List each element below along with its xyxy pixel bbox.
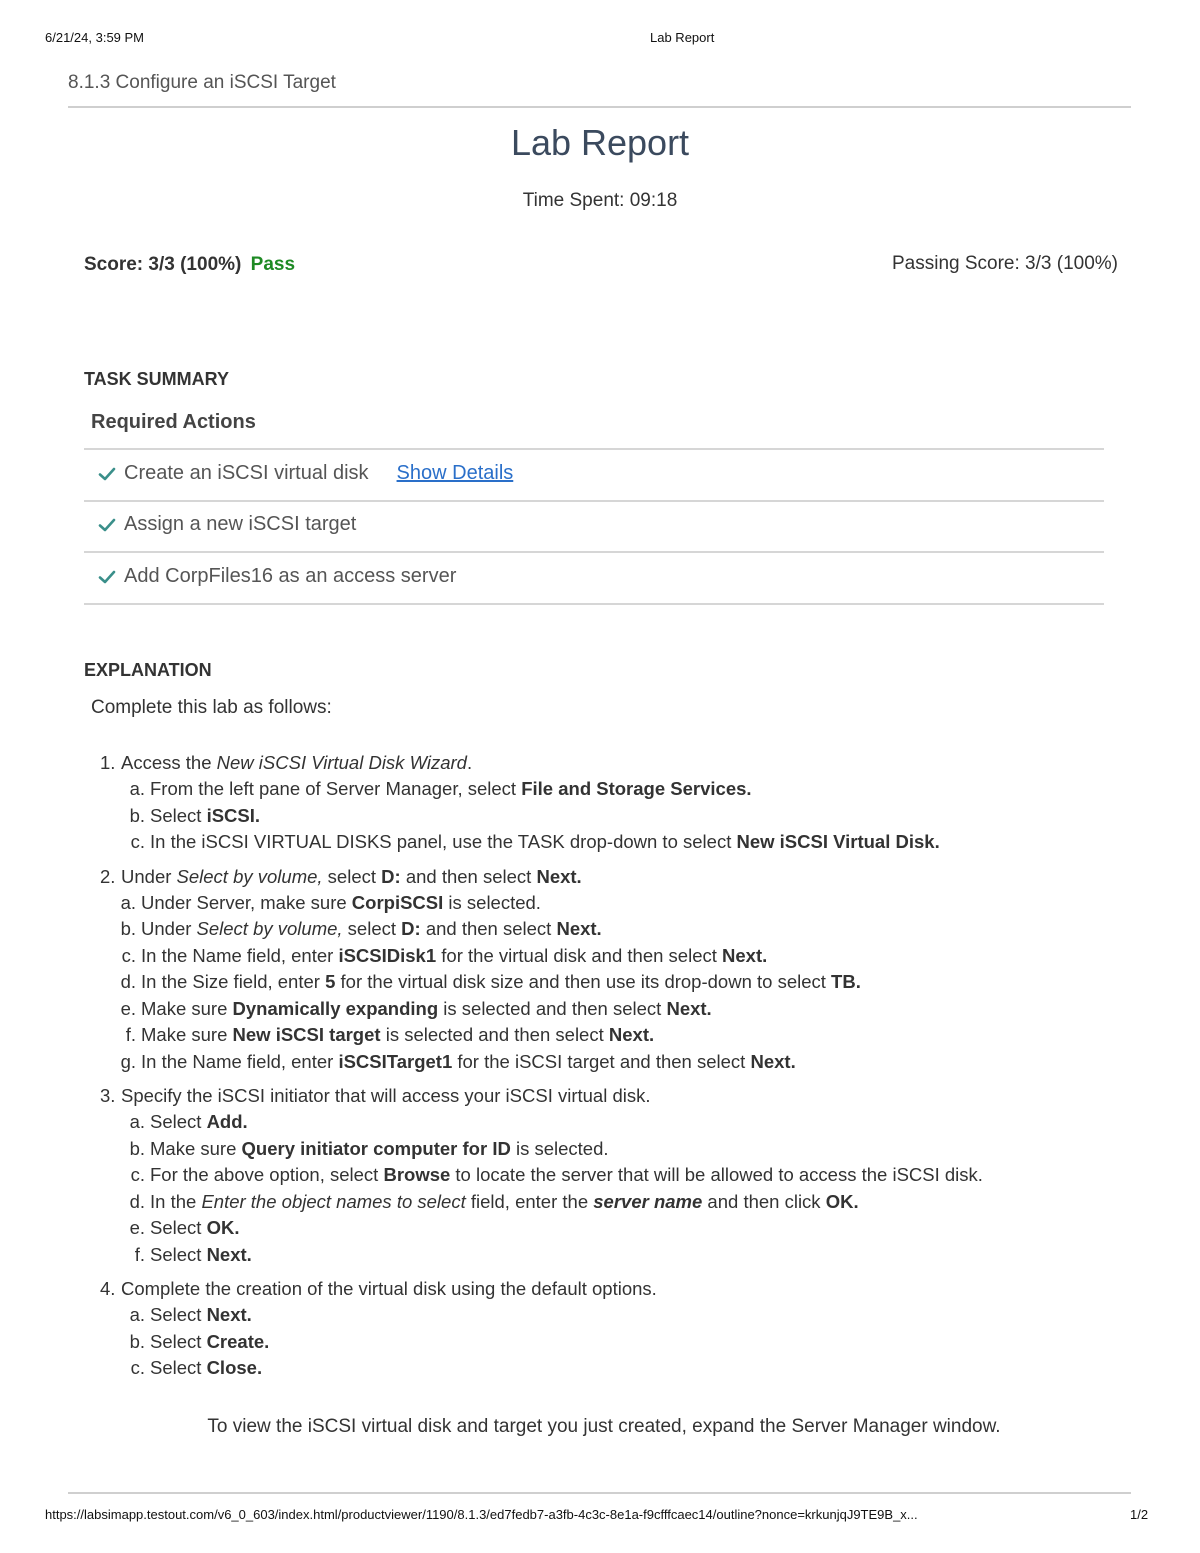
substep-item: [100, 1215, 1100, 1242]
text: From the left pane of Server Manager, select: [150, 778, 522, 799]
print-url: https://labsimapp.testout.com/v6_0_603/index.html/productviewer/1190/8.1.3/ed7fedb7-a3fb-4c3c-8e1a-f9cfffcaec14/outline?nonce=krkunjqJ9TE9B_x...: [45, 1507, 918, 1522]
step-number: 3.: [100, 1085, 116, 1106]
page-title: Lab Report: [510, 122, 690, 163]
bold-text: New iSCSI Virtual Disk.: [736, 831, 940, 852]
substep-letter: a.: [129, 778, 145, 799]
task-summary-heading: TASK SUMMARY: [84, 369, 229, 389]
show-details-link[interactable]: Show Details: [396, 462, 514, 484]
pass-badge: Pass: [250, 254, 296, 275]
bold-text: Next.: [556, 918, 602, 939]
text: In the Size field, enter: [141, 971, 326, 992]
passing-score: Passing Score: 3/3 (100%): [891, 253, 1118, 274]
italic-text: Select by volume,: [176, 865, 323, 887]
substep-letter: c.: [121, 944, 136, 966]
text: Make sure: [150, 1137, 242, 1159]
bold-text: CorpiSCSI: [351, 891, 444, 913]
substep-letter: c.: [130, 1164, 145, 1185]
footer-divider: [68, 1492, 1131, 1494]
explanation-intro: Complete this lab as follows:: [91, 697, 332, 718]
bold-text: Next.: [666, 997, 712, 1019]
substep-item: [100, 943, 1100, 970]
text: Select: [150, 1357, 207, 1378]
substep-item: [100, 1302, 1100, 1329]
substep-item: [100, 890, 1100, 917]
action-label: Create an iSCSI virtual disk: [124, 462, 369, 484]
bold-text: Next.: [608, 1024, 655, 1045]
text: Select: [150, 1330, 207, 1352]
explanation-heading: EXPLANATION: [84, 660, 212, 680]
italic-text: New iSCSI Virtual Disk Wizard: [216, 752, 467, 773]
bold-text: Dynamically expanding: [232, 997, 439, 1019]
closing-note: To view the iSCSI virtual disk and target you just created, expand the Server Manager window.: [207, 1416, 1001, 1437]
substep-item: [100, 803, 1100, 830]
text: Select: [150, 1217, 207, 1238]
bold-text: D:: [401, 918, 421, 939]
bold-text: New iSCSI target: [232, 1024, 381, 1045]
bold-text: Browse: [383, 1164, 451, 1185]
text: Make sure: [141, 997, 233, 1019]
text: In the: [150, 1190, 202, 1212]
bold-text: Next.: [722, 944, 768, 966]
text: Select: [150, 1243, 207, 1265]
text: select: [342, 918, 402, 939]
action-divider: [84, 551, 1104, 553]
substep-item: [100, 969, 1100, 996]
text: In the Name field, enter: [141, 944, 339, 966]
substep-item: [100, 776, 1100, 803]
bold-text: Next.: [206, 1243, 252, 1265]
time-spent: Time Spent: 09:18: [522, 190, 678, 211]
bold-text: Add.: [206, 1111, 248, 1132]
text: Under Server, make sure: [141, 891, 352, 913]
bold-text: Next.: [536, 865, 582, 887]
substep-letter: d.: [129, 1190, 145, 1212]
substep-item: [100, 1109, 1100, 1136]
text: for the virtual disk size and then use its drop-down to select: [335, 971, 832, 992]
substep-letter: f.: [134, 1243, 145, 1265]
text: In the iSCSI VIRTUAL DISKS panel, use the TASK drop-down to select: [150, 831, 737, 852]
text: Select: [150, 804, 207, 826]
bold-text: iSCSI.: [206, 804, 261, 826]
action-divider: [84, 500, 1104, 502]
substep-item: [100, 1189, 1100, 1216]
text: Complete the creation of the virtual disk using the default options.: [121, 1278, 657, 1299]
bold-text: server name: [593, 1190, 703, 1212]
required-action-2: [98, 513, 356, 536]
step-item: [100, 864, 1100, 890]
bold-text: Next.: [750, 1050, 796, 1072]
substep-item: [100, 916, 1100, 943]
text: for the iSCSI target and then select: [452, 1050, 751, 1072]
step-item: [100, 750, 1100, 776]
bold-text: 5: [325, 971, 336, 992]
substep-item: [100, 1022, 1100, 1049]
text: field, enter the: [465, 1190, 594, 1212]
bold-text: File and Storage Services.: [521, 778, 752, 799]
checkmark-icon: [98, 568, 116, 586]
score-label: Score: 3/3 (100%): [84, 254, 242, 275]
header-divider: [68, 106, 1131, 108]
substep-letter: b.: [129, 1330, 145, 1352]
substep-item: [100, 1162, 1100, 1189]
bold-text: iSCSIDisk1: [338, 944, 437, 966]
text: .: [466, 752, 473, 773]
bold-text: Create.: [206, 1330, 270, 1352]
text: for the virtual disk and then select: [436, 944, 723, 966]
substep-item: [100, 829, 1100, 856]
substep-item: [100, 1242, 1100, 1269]
substep-item: [100, 996, 1100, 1023]
score: [84, 254, 295, 276]
checkmark-icon: [98, 516, 116, 534]
breadcrumb: 8.1.3 Configure an iSCSI Target: [68, 72, 336, 93]
action-label: Assign a new iSCSI target: [124, 513, 357, 535]
text: to locate the server that will be allowed to access the iSCSI disk.: [450, 1164, 983, 1185]
bold-text: OK.: [825, 1190, 859, 1212]
substep-letter: a.: [129, 1111, 145, 1132]
bold-text: iSCSITarget1: [338, 1050, 453, 1072]
bold-text: Close.: [206, 1357, 263, 1378]
substep-letter: e.: [120, 997, 136, 1019]
instruction-list: [100, 750, 1100, 1382]
bold-text: Query initiator computer for ID: [241, 1137, 511, 1159]
step-number: 1.: [100, 752, 116, 773]
substep-item: [100, 1136, 1100, 1163]
substep-letter: b.: [129, 804, 145, 826]
text: Select: [150, 1304, 207, 1325]
text: select: [322, 865, 382, 887]
bold-text: D:: [381, 865, 401, 887]
substep-letter: c.: [130, 831, 145, 852]
action-label: Add CorpFiles16 as an access server: [124, 565, 457, 587]
text: Access the: [121, 752, 217, 773]
bold-text: Next.: [206, 1304, 252, 1325]
text: is selected.: [510, 1137, 609, 1159]
text: Under: [121, 865, 177, 887]
text: For the above option, select: [150, 1164, 384, 1185]
step-number: 2.: [100, 865, 116, 887]
text: Under: [141, 918, 197, 939]
checkmark-icon: [98, 465, 116, 483]
text: Specify the iSCSI initiator that will access your iSCSI virtual disk.: [121, 1085, 651, 1106]
text: Make sure: [141, 1024, 233, 1045]
step-number: 4.: [100, 1278, 116, 1299]
substep-letter: f.: [125, 1024, 136, 1045]
bold-text: TB.: [831, 971, 861, 992]
text: is selected.: [443, 891, 541, 913]
substep-letter: b.: [129, 1137, 145, 1159]
italic-text: Select by volume,: [196, 918, 343, 939]
action-divider: [84, 603, 1104, 605]
substep-letter: g.: [120, 1050, 136, 1072]
required-action-1: [98, 462, 513, 485]
substep-item: [100, 1049, 1100, 1076]
text: is selected and then select: [438, 997, 667, 1019]
bold-text: OK.: [206, 1217, 240, 1238]
substep-letter: b.: [120, 918, 136, 939]
print-page-number: 1/2: [1130, 1507, 1149, 1522]
text: Select: [150, 1111, 207, 1132]
text: and then click: [702, 1190, 826, 1212]
action-divider: [84, 448, 1104, 450]
substep-letter: e.: [129, 1217, 145, 1238]
italic-text: Enter the object names to select: [201, 1190, 466, 1212]
text: In the Name field, enter: [141, 1050, 339, 1072]
text: is selected and then select: [380, 1024, 609, 1045]
substep-letter: a.: [120, 891, 136, 913]
substep-letter: d.: [120, 971, 136, 992]
text: and then select: [420, 918, 557, 939]
print-page-title: Lab Report: [650, 30, 715, 45]
text: and then select: [400, 865, 537, 887]
substep-item: [100, 1355, 1100, 1382]
substep-item: [100, 1329, 1100, 1356]
step-item: [100, 1276, 1100, 1302]
required-actions-heading: Required Actions: [91, 411, 256, 433]
substep-letter: c.: [130, 1357, 145, 1378]
required-action-3: [98, 565, 456, 588]
step-item: [100, 1083, 1100, 1109]
substep-letter: a.: [129, 1304, 145, 1325]
print-datetime: 6/21/24, 3:59 PM: [45, 30, 145, 45]
